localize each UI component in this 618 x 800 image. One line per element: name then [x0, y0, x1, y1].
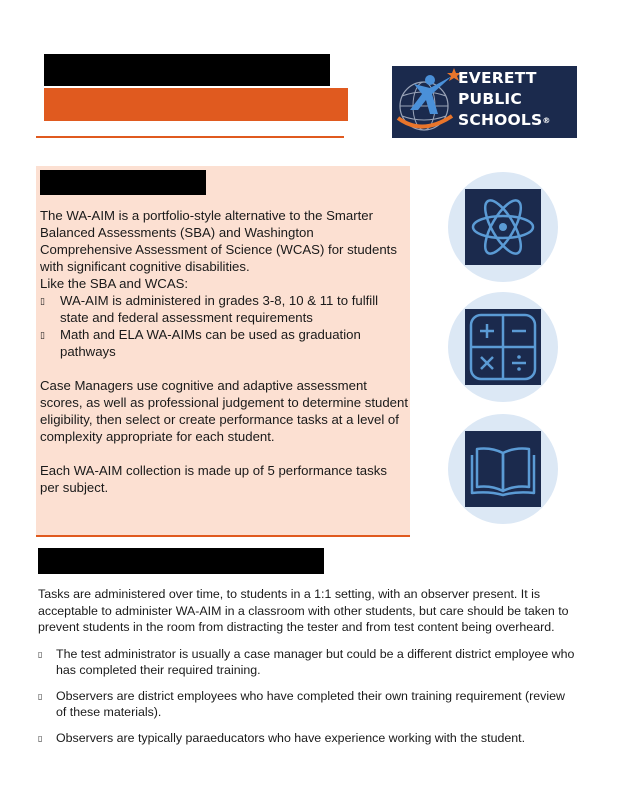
subtitle-bar — [44, 88, 348, 121]
list-item: ▯ Observers are typically paraeducators who have experience working with the student. — [38, 730, 578, 747]
administration-text — [38, 586, 578, 755]
bullet-icon: ▯ — [38, 649, 43, 659]
list-item: ▯ The test administrator is usually a case manager but could be a different district employee who has completed their required training. — [38, 646, 575, 677]
panel-rule — [36, 535, 410, 537]
like-line: Like the SBA and WCAS: — [40, 276, 189, 291]
section-heading-redacted — [40, 170, 206, 195]
intro-paragraph-2: Case Managers use cognitive and adaptive assessment scores, as well as professional judgement to determine student eligibility, then select or create performance tasks at a level of complexity appropriate for each student. — [40, 378, 408, 444]
open-book-icon — [465, 431, 541, 507]
math-icon-circle — [448, 292, 558, 402]
globe-figure-icon — [392, 66, 462, 138]
list-item: ▯ Math and ELA WA-AIMs can be used as graduation pathways — [40, 327, 361, 359]
bullet-icon: ▯ — [40, 330, 45, 340]
logo-line-1: EVERETT — [458, 69, 537, 87]
everett-public-schools-logo — [392, 66, 577, 138]
bullet-icon: ▯ — [38, 691, 43, 701]
atom-icon — [465, 189, 541, 265]
list-item: ▯ Observers are district employees who have completed their own training requirement (review of these materials). — [38, 688, 565, 719]
administration-bullet-list — [38, 646, 578, 747]
logo-line-2: PUBLIC — [458, 90, 522, 108]
list-item: ▯ WA-AIM is administered in grades 3-8, 10 & 11 to fulfill state and federal assessment requirements — [40, 293, 379, 325]
intro-text — [40, 207, 408, 496]
science-icon-circle — [448, 172, 558, 282]
intro-paragraph-3: Each WA-AIM collection is made up of 5 performance tasks per subject. — [40, 463, 387, 495]
bullet-icon: ▯ — [38, 733, 43, 743]
administration-paragraph: Tasks are administered over time, to students in a 1:1 setting, with an observer present. It is acceptable to administer WA-AIM in a classroom with other students, but care should be taken to prevent students in the room from distracting the tester and from test content being overheard. — [38, 587, 569, 634]
intro-paragraph-1: The WA-AIM is a portfolio-style alternative to the Smarter Balanced Assessments (SBA) and Washington Comprehensive Assessment of Science (WCAS) for students with significant cognitive disabilities. — [40, 208, 397, 274]
intro-bullet-list — [40, 292, 408, 360]
bullet-icon: ▯ — [40, 296, 45, 306]
title-redacted-bar — [44, 54, 330, 86]
header-rule — [36, 136, 344, 138]
reading-icon-circle — [448, 414, 558, 524]
administration-heading-redacted — [38, 548, 324, 574]
registered-mark: ® — [542, 116, 551, 125]
logo-line-3: SCHOOLS® — [458, 111, 551, 129]
logo-wordmark — [458, 68, 551, 131]
calculator-icon — [465, 309, 541, 385]
